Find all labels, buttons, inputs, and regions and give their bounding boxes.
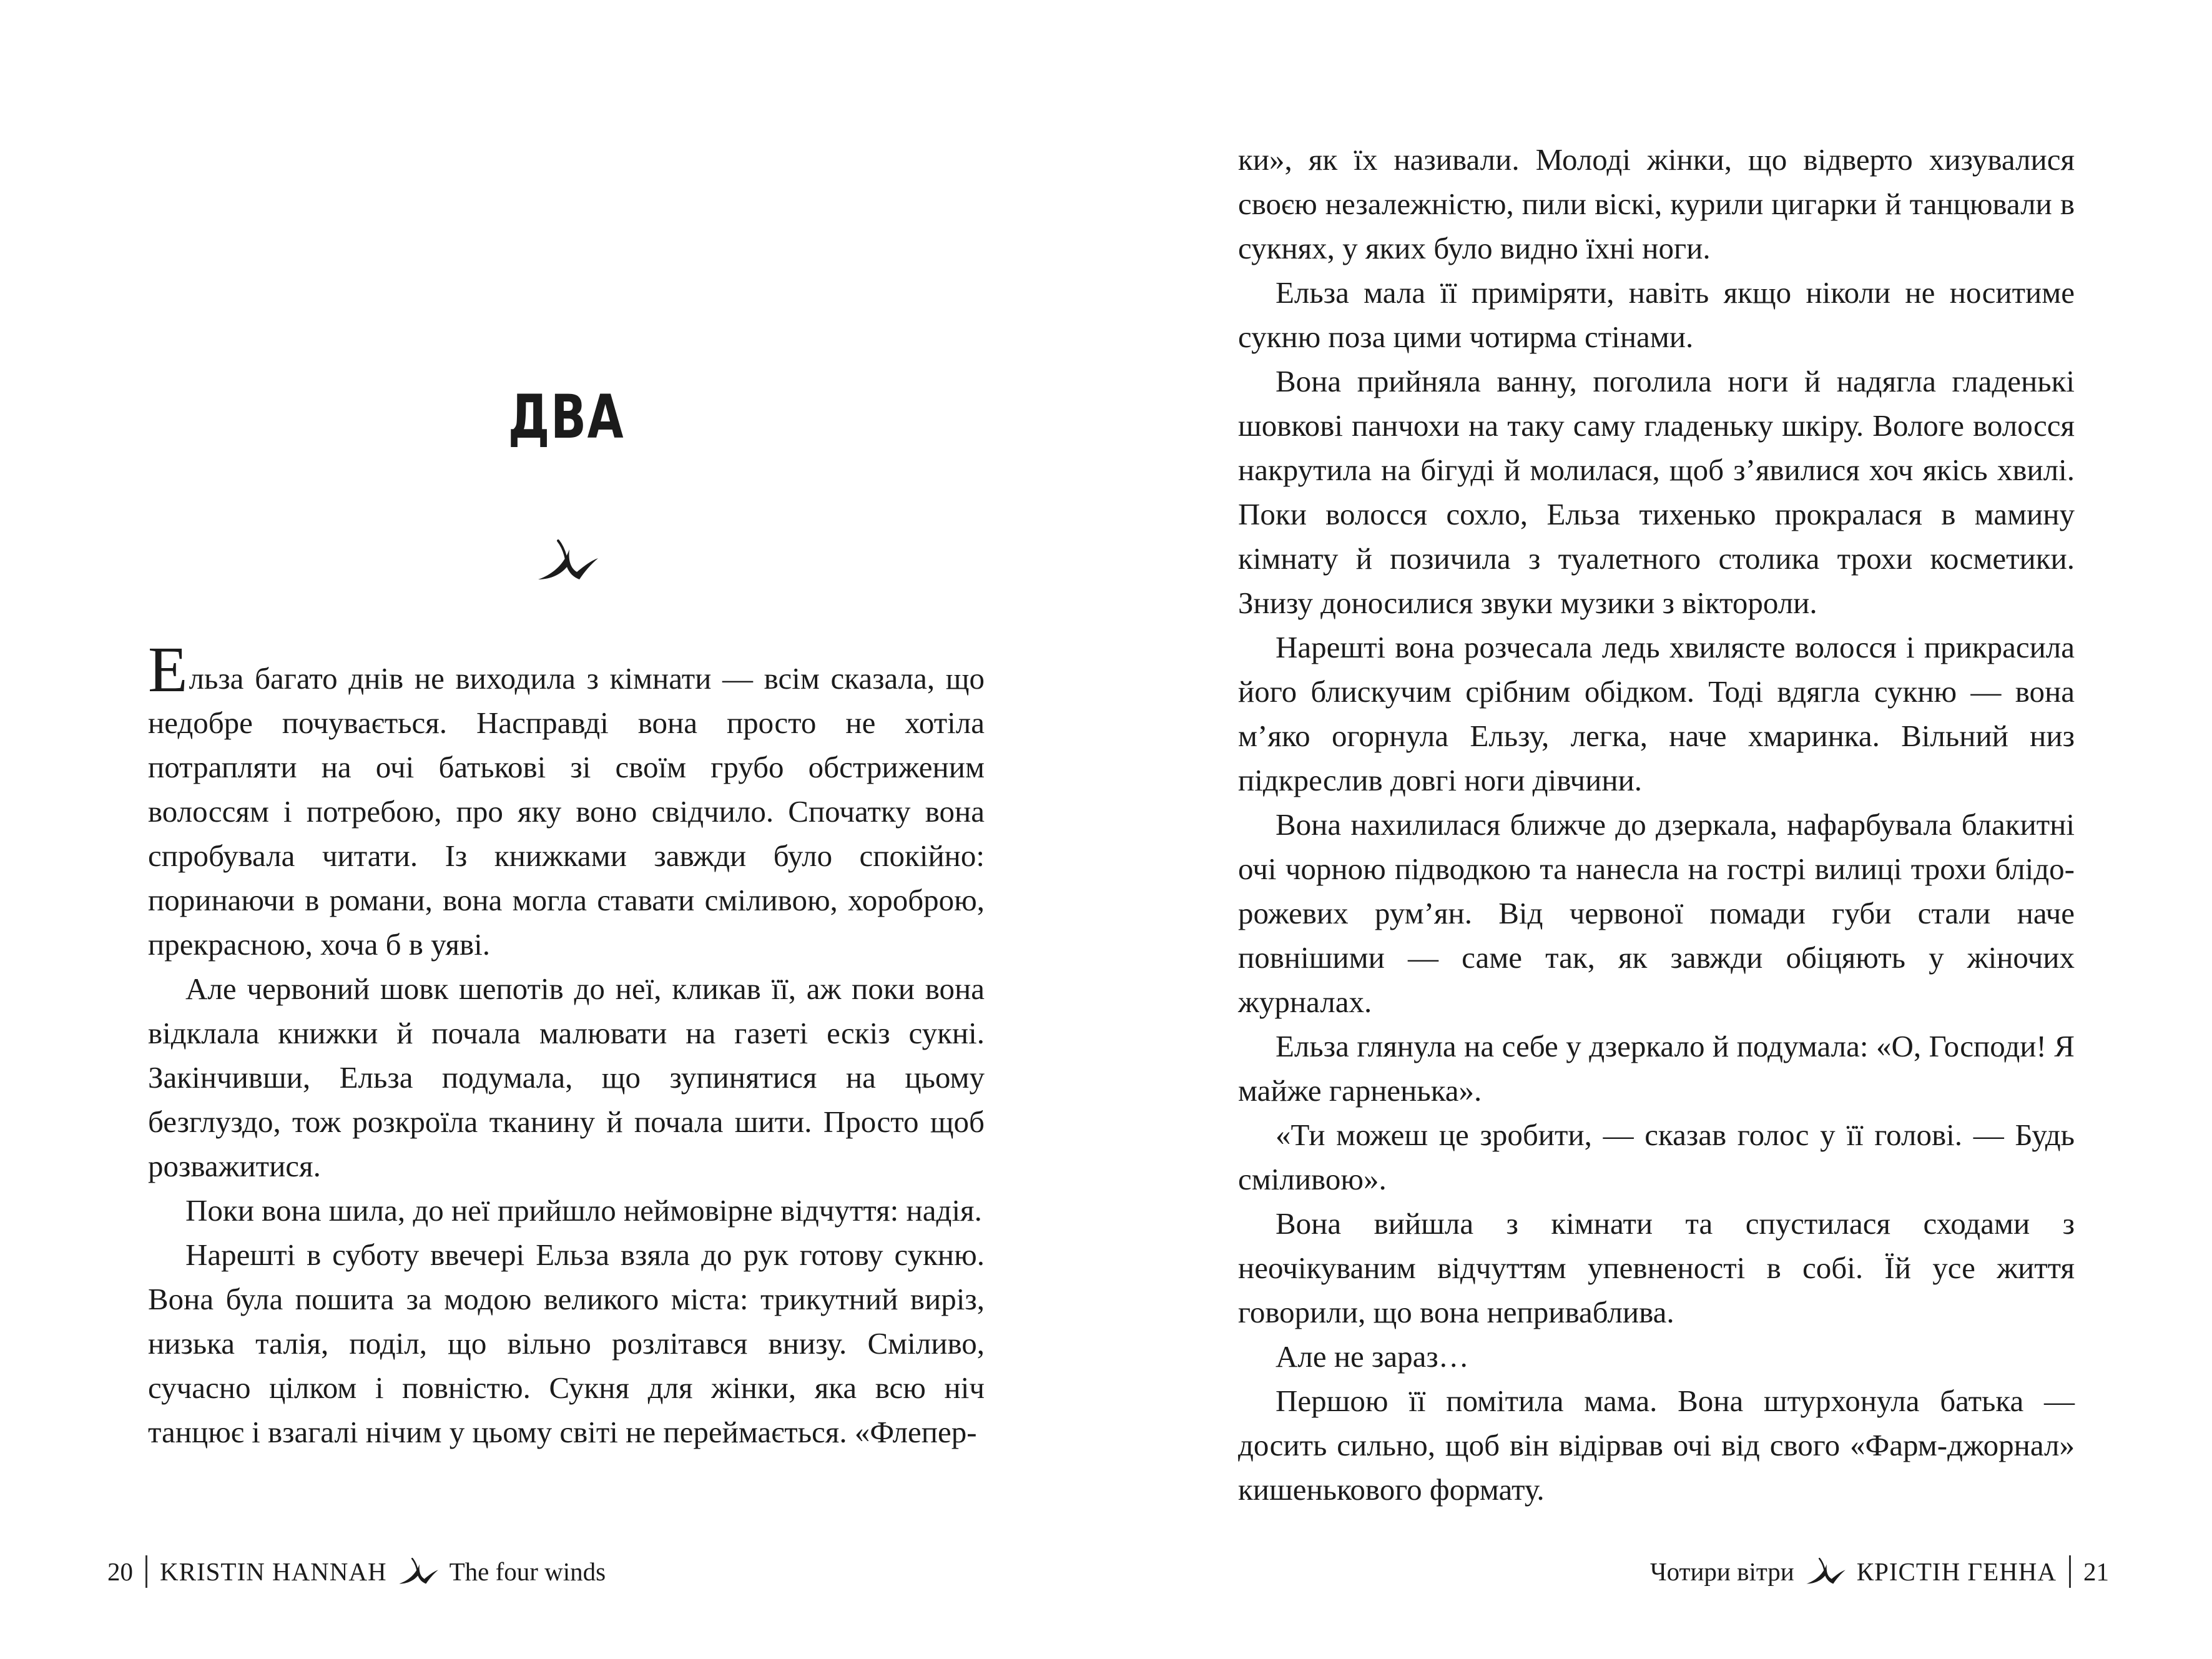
page-number: 21	[2083, 1557, 2109, 1586]
paragraph-text: льза багато днів не виходила з кімнати — всім сказала, що недобре почувається. Насправді вона просто не хотіла потрапляти на очі батькові зі своїм грубо обстриженим волоссям і потребою, про яку воно свідчило. Спочатку вона спробувала читати. Із книжками завжди було спокійно: поринаючи в романи, вона могла ставати сміливою, хороброю, прекрасною, хоча б в уяві.	[148, 661, 985, 962]
swallow-ornament-icon	[396, 1555, 441, 1588]
paragraph: Поки вона шила, до неї прийшло неймовірне відчуття: надія.	[185, 1193, 982, 1228]
chapter-title: ДВА	[508, 382, 625, 452]
paragraph: Ельза мала її приміряти, навіть якщо ніколи не носитиме сукню поза цими чотирма стінами.	[1238, 275, 2075, 354]
paragraph: Але не зараз…	[1276, 1339, 1469, 1374]
footer-divider	[2069, 1555, 2071, 1588]
paragraph: Першою її помітила мама. Вона штурхонула батька — досить сильно, щоб він відірвав очі від свого «Фарм-джорнал» кишенькового формату.	[1238, 1384, 2075, 1507]
drop-cap: Е	[148, 634, 188, 706]
page-number: 20	[107, 1557, 133, 1586]
swallow-ornament-icon	[1803, 1555, 1848, 1588]
paragraph: Ельза глянула на себе у дзеркало й подумала: «О, Господи! Я майже гарненька».	[1238, 1029, 2075, 1108]
paragraph: Вона прийняла ванну, поголила ноги й надягла гладенькі шовкові панчохи на таку саму гладеньку шкіру. Вологе волосся накрутила на бігуді й молилася, щоб з’явилися хоч якісь хвилі. Поки волосся сохло, Ельза тихенько прокралася в мамину кімнату й позичила з туалетного столика трохи косметики. Знизу доносилися звуки музики з віктороли.	[1238, 364, 2075, 620]
swallow-ornament-icon	[533, 536, 602, 586]
paragraph: Вона нахилилася ближче до дзеркала, нафарбувала блакитні очі чорною підводкою та нанесла на гострі вилиці трохи блідо-рожевих рум’ян. Від червоної помади губи стали наче повнішими — саме так, як завжди обіцяють у жіночих журналах.	[1238, 807, 2075, 1019]
right-body-text	[1238, 137, 2075, 1512]
footer-divider	[145, 1555, 147, 1588]
footer-author: КРІСТІН ГЕННА	[1856, 1557, 2057, 1586]
left-footer	[107, 1553, 606, 1590]
right-page	[1106, 0, 2212, 1659]
paragraph: ки», як їх називали. Молоді жінки, що відверто хизувалися своєю незалежністю, пили віскі, курили цигарки й танцювали в сукнях, у яких було видно їхні ноги.	[1238, 142, 2075, 265]
paragraph: Вона вийшла з кімнати та спустилася сходами з неочікуваним відчуттям упевненості в собі. Їй усе життя говорили, що вона неприваблива.	[1238, 1206, 2075, 1329]
footer-book-title: Чотири вітри	[1649, 1557, 1794, 1586]
paragraph: Нарешті вона розчесала ледь хвилясте волосся і прикрасила його блискучим срібним обідком. Тоді вдягла сукню — вона м’яко огорнула Ельзу, легка, наче хмаринка. Вільний низ підкреслив довгі ноги дівчини.	[1238, 630, 2075, 797]
paragraph: «Ти можеш це зробити, — сказав голос у її голові. — Будь сміливою».	[1238, 1118, 2075, 1196]
paragraph: Нарешті в суботу ввечері Ельза взяла до рук готову сукню. Вона була пошита за модою великого міста: трикутний виріз, низька талія, поділ, що вільно розлітався внизу. Сміливо, сучасно цілком і повністю. Сукня для жінки, яка всю ніч танцює і взагалі нічим у цьому світі не переймається. «Флепер-	[148, 1238, 985, 1449]
right-footer	[1650, 1553, 2109, 1590]
footer-book-title: The four winds	[449, 1557, 606, 1586]
left-body-text	[148, 634, 985, 1454]
paragraph: Але червоний шовк шепотів до неї, кликав її, аж поки вона відклала книжки й почала малювати на газеті ескіз сукні. Закінчивши, Ельза подумала, що зупинятися на цьому безглуздо, тож розкроїла тканину й почала шити. Просто щоб розважитися.	[148, 972, 985, 1183]
paragraph	[148, 634, 985, 967]
footer-author: KRISTIN HANNAH	[160, 1557, 387, 1586]
